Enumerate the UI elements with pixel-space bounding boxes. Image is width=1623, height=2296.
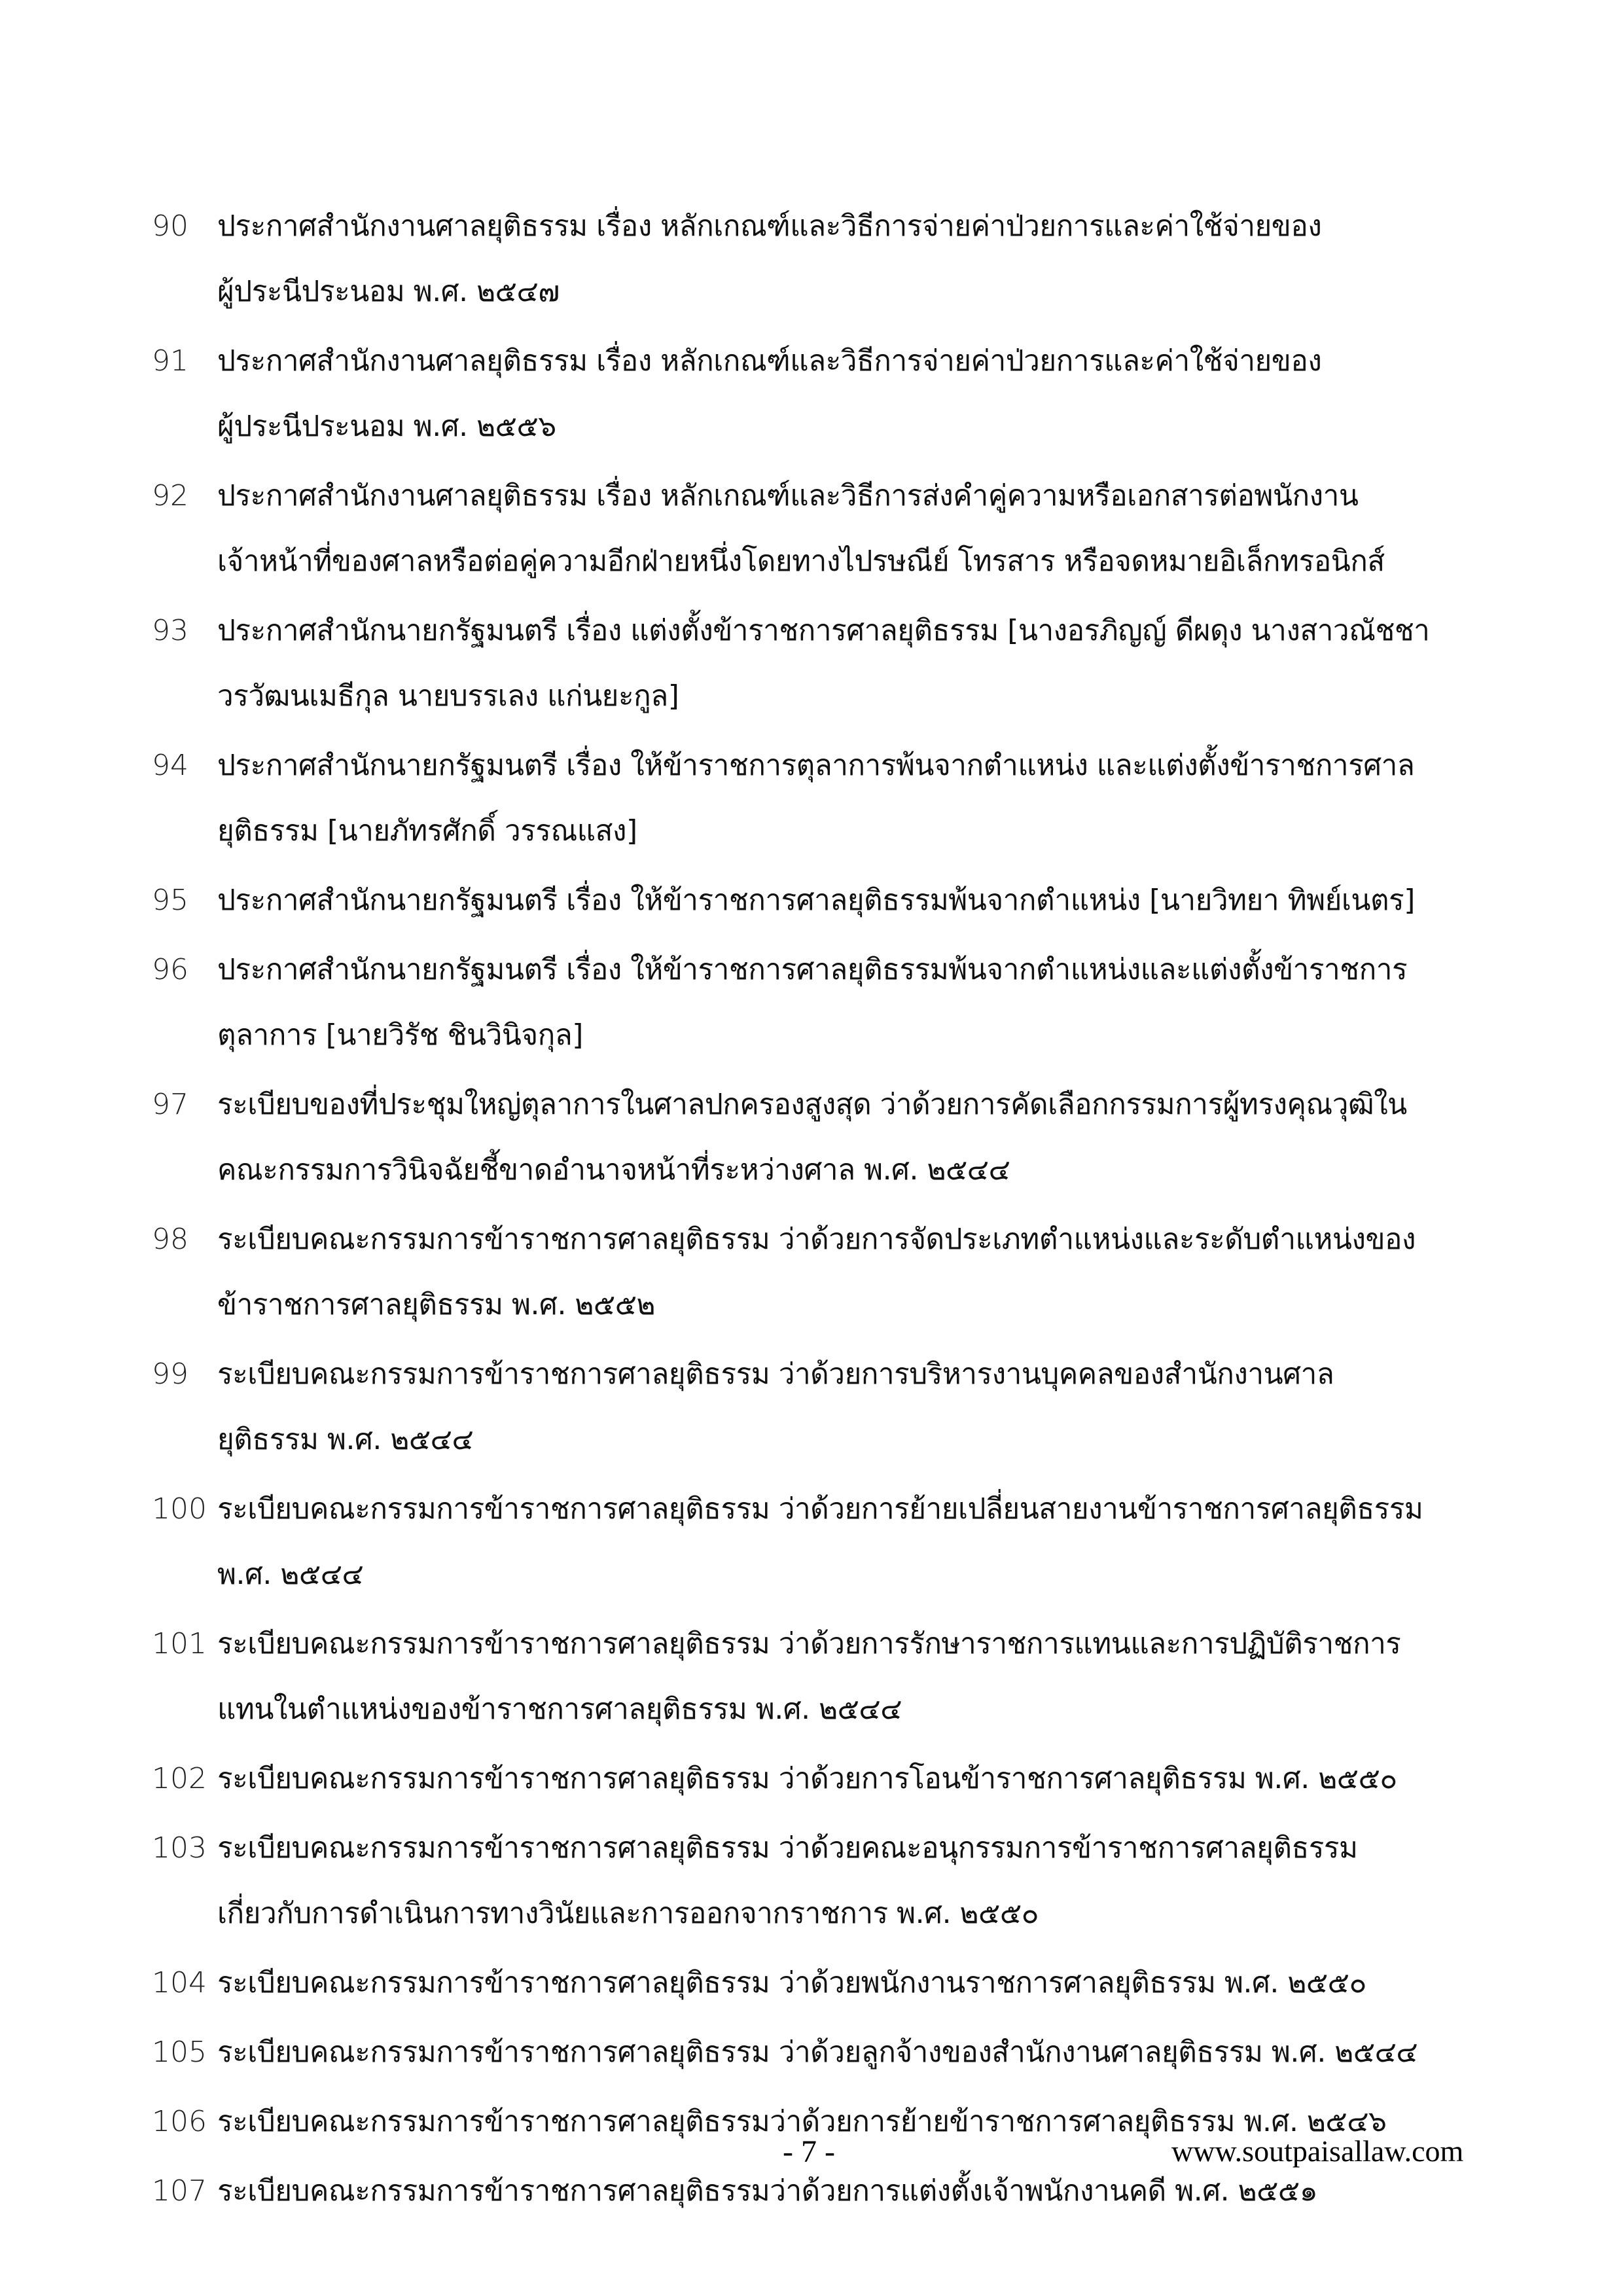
regulation-list: [152, 194, 1513, 2228]
item-number: 94: [152, 749, 188, 782]
item-title-line: ตุลาการ [นายวิรัช ชินวินิจกุล]: [217, 1018, 583, 1052]
item-number: 92: [152, 479, 188, 512]
list-item: [152, 2020, 1513, 2085]
page-number: - 7 -: [783, 2134, 835, 2169]
item-title-line: ผู้ประนีประนอม พ.ศ. ๒๕๕๖: [217, 410, 556, 443]
list-item: [152, 598, 1513, 729]
item-title: [217, 1746, 1513, 1812]
item-number: 97: [152, 1088, 188, 1121]
item-title-line: ระเบียบคณะกรรมการข้าราชการศาลยุติธรรม ว่าด้วยการโอนข้าราชการศาลยุติธรรม พ.ศ. ๒๕๕๐: [217, 1762, 1397, 1795]
item-title-line: ประกาศสำนักนายกรัฐมนตรี เรื่อง แต่งตั้งข้าราชการศาลยุติธรรม [นางอรภิญญ์ ดีผดุง นางสาวณัชชา: [217, 614, 1430, 647]
item-title-line: ระเบียบคณะกรรมการข้าราชการศาลยุติธรรมว่าด้วยการแต่งตั้งเจ้าพนักงานคดี พ.ศ. ๒๕๕๑: [217, 2174, 1318, 2208]
list-item: [152, 733, 1513, 864]
list-item: [152, 463, 1513, 594]
list-item: [152, 1072, 1513, 1203]
item-number: 93: [152, 614, 188, 647]
list-item: [152, 1816, 1513, 1946]
item-title: [217, 329, 1513, 459]
item-title: [217, 1207, 1513, 1338]
list-item: [152, 194, 1513, 325]
website-url: www.soutpaisallaw.com: [1171, 2134, 1464, 2168]
item-title-line: วรวัฒนเมธีกุล นายบรรเลง แก่นยะกูล]: [217, 679, 679, 713]
item-title-line: ระเบียบคณะกรรมการข้าราชการศาลยุติธรรม ว่าด้วยคณะอนุกรรมการข้าราชการศาลยุติธรรม: [217, 1831, 1358, 1865]
item-number: 105: [152, 2036, 207, 2069]
item-title: [217, 1342, 1513, 1473]
item-title-line: ประกาศสำนักงานศาลยุติธรรม เรื่อง หลักเกณฑ์และวิธีการจ่ายค่าป่วยการและค่าใช้จ่ายของ: [217, 344, 1322, 378]
item-title: [217, 1072, 1513, 1203]
item-number: 95: [152, 884, 188, 917]
item-number: 98: [152, 1223, 188, 1256]
item-title: [217, 868, 1513, 933]
list-item: [152, 937, 1513, 1068]
item-title-line: ระเบียบของที่ประชุมใหญ่ตุลาการในศาลปกครองสูงสุด ว่าด้วยการคัดเลือกกรรมการผู้ทรงคุณวุฒิใน: [217, 1088, 1407, 1121]
item-number: 103: [152, 1831, 207, 1865]
item-title-line: ข้าราชการศาลยุติธรรม พ.ศ. ๒๕๕๒: [217, 1288, 656, 1321]
item-number: 100: [152, 1492, 207, 1526]
item-title: [217, 1816, 1513, 1946]
item-title-line: ยุติธรรม พ.ศ. ๒๕๔๔: [217, 1423, 474, 1456]
list-item: [152, 1477, 1513, 1607]
item-number: 101: [152, 1627, 207, 1660]
list-item: [152, 1746, 1513, 1812]
item-title-line: ระเบียบคณะกรรมการข้าราชการศาลยุติธรรมว่าด้วยการย้ายข้าราชการศาลยุติธรรม พ.ศ. ๒๕๔๖: [217, 2105, 1387, 2138]
list-item: [152, 868, 1513, 933]
item-title-line: ประกาศสำนักงานศาลยุติธรรม เรื่อง หลักเกณฑ์และวิธีการส่งคำคู่ความหรือเอกสารต่อพนักงาน: [217, 479, 1359, 512]
item-title-line: ยุติธรรม [นายภัทรศักดิ์ วรรณแสง]: [217, 814, 637, 848]
item-number: 90: [152, 209, 188, 243]
item-title-line: ประกาศสำนักงานศาลยุติธรรม เรื่อง หลักเกณฑ์และวิธีการจ่ายค่าป่วยการและค่าใช้จ่ายของ: [217, 209, 1322, 243]
item-title-line: เกี่ยวกับการดำเนินการทางวินัยและการออกจากราชการ พ.ศ. ๒๕๕๐: [217, 1897, 1039, 1930]
item-title-line: ประกาศสำนักนายกรัฐมนตรี เรื่อง ให้ข้าราชการศาลยุติธรรมพ้นจากตำแหน่งและแต่งตั้งข้าราชการ: [217, 953, 1408, 986]
item-title: [217, 2020, 1513, 2085]
item-number: 91: [152, 344, 188, 378]
item-title: [217, 598, 1513, 729]
item-title: [217, 2159, 1513, 2224]
item-number: 106: [152, 2105, 207, 2138]
item-title: [217, 194, 1513, 325]
item-title-line: ระเบียบคณะกรรมการข้าราชการศาลยุติธรรม ว่าด้วยพนักงานราชการศาลยุติธรรม พ.ศ. ๒๕๕๐: [217, 1966, 1366, 2000]
item-title-line: ระเบียบคณะกรรมการข้าราชการศาลยุติธรรม ว่าด้วยการบริหารงานบุคคลของสำนักงานศาล: [217, 1357, 1334, 1391]
item-title: [217, 1477, 1513, 1607]
item-number: 107: [152, 2174, 207, 2208]
item-number: 102: [152, 1762, 207, 1795]
list-item: [152, 1611, 1513, 1742]
item-title-line: เจ้าหน้าที่ของศาลหรือต่อคู่ความอีกฝ่ายหนึ่งโดยทางไปรษณีย์ โทรสาร หรือจดหมายอิเล็กทรอนิกส์: [217, 545, 1385, 578]
item-title-line: คณะกรรมการวินิจฉัยชี้ขาดอำนาจหน้าที่ระหว่างศาล พ.ศ. ๒๕๔๔: [217, 1153, 1010, 1187]
list-item: [152, 1207, 1513, 1338]
item-number: 99: [152, 1357, 188, 1391]
item-title-line: ระเบียบคณะกรรมการข้าราชการศาลยุติธรรม ว่าด้วยการจัดประเภทตำแหน่งและระดับตำแหน่งของ: [217, 1223, 1416, 1256]
item-title: [217, 463, 1513, 594]
item-title-line: ระเบียบคณะกรรมการข้าราชการศาลยุติธรรม ว่าด้วยการรักษาราชการแทนและการปฏิบัติราชการ: [217, 1627, 1401, 1660]
list-item: [152, 1950, 1513, 2016]
item-title-line: ผู้ประนีประนอม พ.ศ. ๒๕๔๗: [217, 275, 560, 308]
item-title-line: ระเบียบคณะกรรมการข้าราชการศาลยุติธรรม ว่าด้วยลูกจ้างของสำนักงานศาลยุติธรรม พ.ศ. ๒๕๔๔: [217, 2036, 1418, 2069]
item-title: [217, 733, 1513, 864]
item-title-line: ระเบียบคณะกรรมการข้าราชการศาลยุติธรรม ว่าด้วยการย้ายเปลี่ยนสายงานข้าราชการศาลยุติธรรม: [217, 1492, 1423, 1526]
list-item: [152, 1342, 1513, 1473]
item-title: [217, 937, 1513, 1068]
item-title: [217, 1611, 1513, 1742]
item-title-line: ประกาศสำนักนายกรัฐมนตรี เรื่อง ให้ข้าราชการศาลยุติธรรมพ้นจากตำแหน่ง [นายวิทยา ทิพย์เนตร]: [217, 884, 1415, 917]
item-title-line: ประกาศสำนักนายกรัฐมนตรี เรื่อง ให้ข้าราชการตุลาการพ้นจากตำแหน่ง และแต่งตั้งข้าราชการศาล: [217, 749, 1415, 782]
item-number: 104: [152, 1966, 207, 2000]
item-title-line: พ.ศ. ๒๕๔๔: [217, 1558, 364, 1591]
item-title: [217, 1950, 1513, 2016]
item-number: 96: [152, 953, 188, 986]
list-item: [152, 329, 1513, 459]
item-title-line: แทนในตำแหน่งของข้าราชการศาลยุติธรรม พ.ศ. ๒๕๔๔: [217, 1693, 902, 1726]
